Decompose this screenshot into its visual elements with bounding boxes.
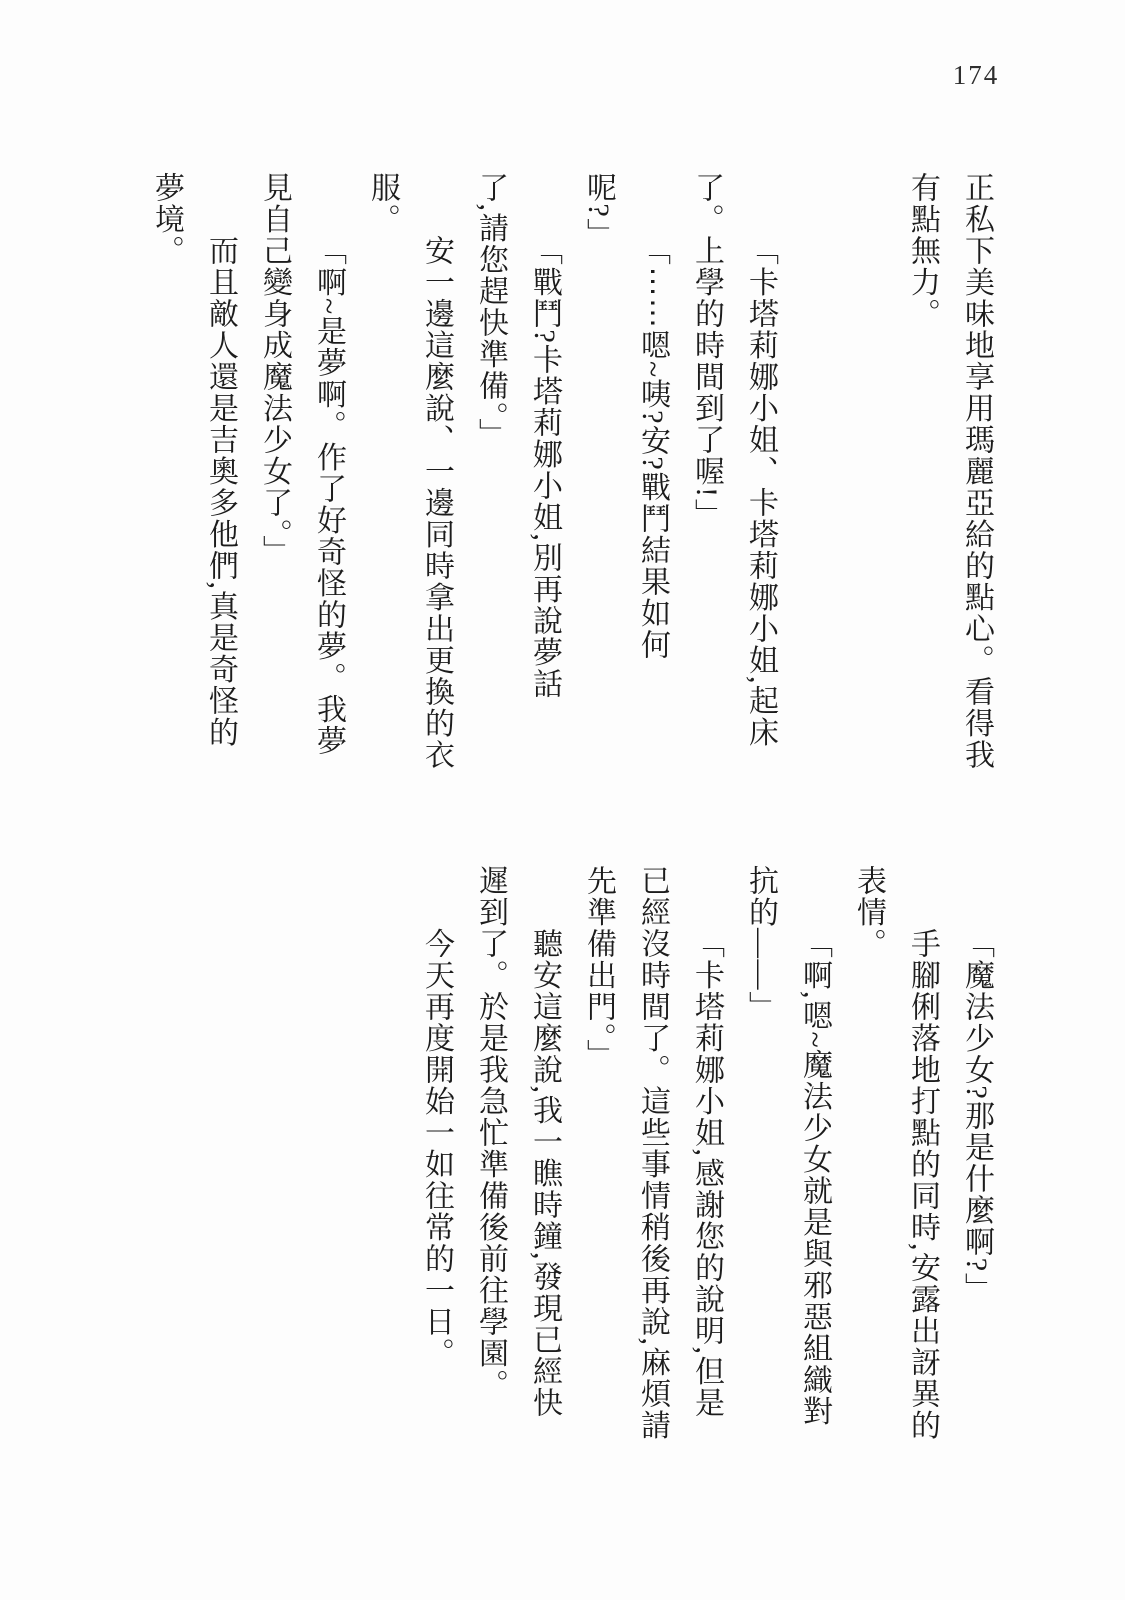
- text-column: 「魔法少女?那是什麼啊?」: [960, 928, 993, 1305]
- text-column: 「⋯⋯嗯~咦?安?戰鬥結果如何: [636, 235, 669, 661]
- text-column: 抗的——」: [744, 865, 777, 1023]
- text-column: 「戰鬥?卡塔莉娜小姐,別再說夢話: [528, 235, 561, 700]
- text-column: 安一邊這麼說、一邊同時拿出更換的衣: [420, 235, 453, 771]
- text-column: 手腳俐落地打點的同時,安露出訝異的: [906, 928, 939, 1441]
- scene-break-column: [787, 172, 841, 816]
- text-column: 了,請您趕快準備。」: [474, 172, 507, 450]
- text-column: 表情。: [852, 865, 885, 960]
- text-column: 已經沒時間了。這些事情稍後再說,麻煩請: [636, 865, 669, 1441]
- text-column: 而且敵人還是吉奧多他們,真是奇怪的: [204, 235, 237, 748]
- text-column: 遲到了。於是我急忙準備後前往學園。: [474, 865, 507, 1401]
- text-column: 今天再度開始一如往常的一日。: [420, 928, 453, 1369]
- text-column: 服。: [366, 172, 399, 235]
- text-column: 夢境。: [150, 172, 183, 267]
- text-column: 「啊~是夢啊。作了好奇怪的夢。我夢: [312, 235, 345, 757]
- text-column: 「啊,嗯~魔法少女就是與邪惡組織對: [798, 928, 831, 1428]
- page-number: 174: [952, 60, 1000, 90]
- text-column: 了。上學的時間到了喔!」: [690, 172, 723, 530]
- text-column: 「卡塔莉娜小姐,感謝您的說明,但是: [690, 928, 723, 1419]
- scene-break-column: [841, 172, 895, 816]
- text-column: 先準備出門。」: [582, 865, 615, 1071]
- text-block-top: [139, 172, 1003, 816]
- text-column: 正私下美味地享用瑪麗亞給的點心。看得我: [960, 172, 993, 771]
- text-column: 「卡塔莉娜小姐、卡塔莉娜小姐,起床: [744, 235, 777, 748]
- text-column: 有點無力。: [906, 172, 939, 330]
- text-column: 聽安這麼說,我一瞧時鐘,發現已經快: [528, 928, 561, 1419]
- text-column: 見自己變身成魔法少女了。」: [258, 172, 291, 567]
- text-block-bottom: [409, 865, 1003, 1509]
- text-column: 呢?」: [582, 172, 615, 250]
